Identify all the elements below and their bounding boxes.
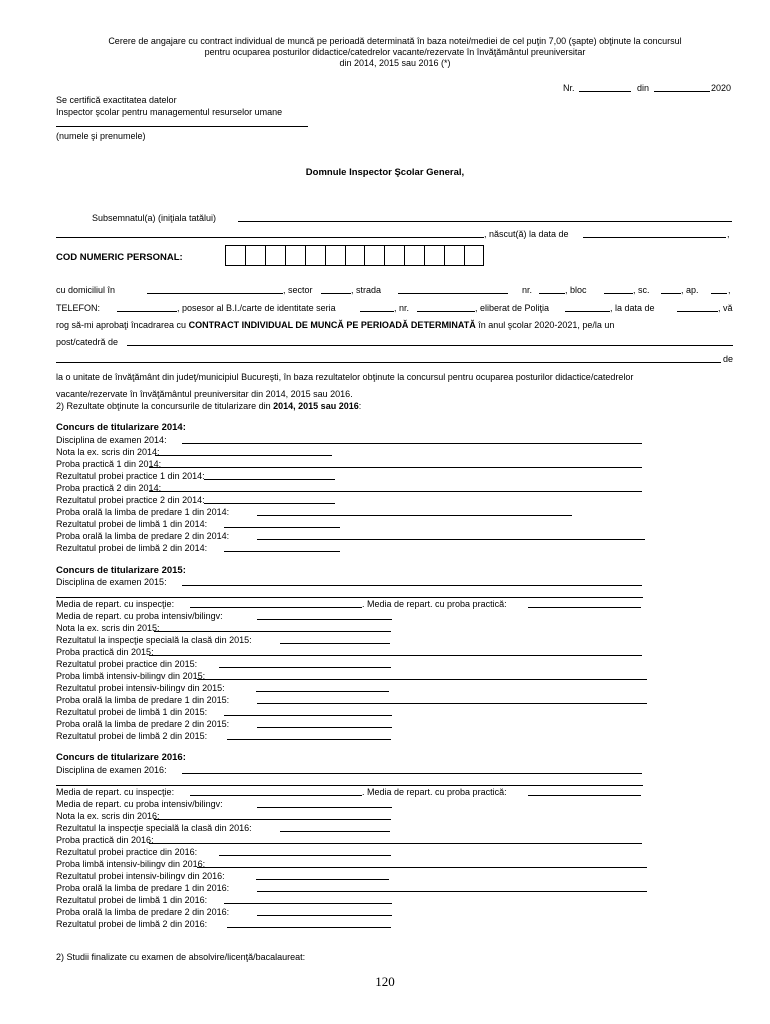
- results-heading-prefix: 2) Rezultate obţinute la concursurile de titularizare din: [56, 401, 271, 411]
- field-label-2016: Rezultatul probei de limbă 2 din 2016:: [56, 919, 208, 929]
- field-input-2016[interactable]: [256, 871, 389, 880]
- subsemnatul-label: Subsemnatul(a) (iniţiala tatălui): [92, 213, 217, 223]
- disciplina-2015-field-2[interactable]: [56, 589, 643, 598]
- politia-field[interactable]: [565, 303, 610, 312]
- field-label-2014: Proba practică 2 din 2014:: [56, 483, 162, 493]
- vacante-text: vacante/rezervate în învăţământul preuniversitar din 2014, 2015 sau 2016.: [56, 389, 353, 399]
- disciplina-2016-field-2[interactable]: [56, 777, 643, 786]
- date-field[interactable]: [654, 83, 710, 92]
- applicant-name-field[interactable]: [238, 213, 732, 222]
- disciplina-2016-label: Disciplina de examen 2016:: [56, 765, 167, 775]
- id-nr-label: , nr.: [394, 303, 410, 313]
- year: 2020: [711, 83, 732, 93]
- field-input-2015[interactable]: [149, 647, 642, 656]
- comma: ,: [727, 229, 730, 239]
- media-practica-2015-label: . Media de repart. cu proba practică:: [362, 599, 507, 609]
- applicant-name-field-2[interactable]: [56, 229, 484, 238]
- results-heading-suffix: :: [358, 401, 362, 411]
- eliberat-label: , eliberat de Poliţia: [475, 303, 550, 313]
- field-label-2014: Nota la ex. scris din 2014:: [56, 447, 160, 457]
- field-input-2016[interactable]: [219, 847, 391, 856]
- posesor-label: , posesor al B.I./carte de identitate seria: [177, 303, 336, 313]
- sector-label: , sector: [283, 285, 313, 295]
- media-inspectie-2015-label: Media de repart. cu inspecţie:: [56, 599, 175, 609]
- field-label-2014: Rezultatul probei practice 1 din 2014:: [56, 471, 205, 481]
- field-label-2016: Rezultatul probei de limbă 1 din 2016:: [56, 895, 208, 905]
- nr-address-field[interactable]: [539, 285, 565, 294]
- cnp-input[interactable]: [225, 245, 484, 266]
- din-label: din: [637, 83, 650, 93]
- field-label-2016: Proba orală la limba de predare 2 din 2016:: [56, 907, 230, 917]
- strada-label: , strada: [351, 285, 382, 295]
- field-input-2014[interactable]: [257, 507, 572, 516]
- bloc-label: , bloc: [565, 285, 587, 295]
- field-label-2015: Media de repart. cu proba intensiv/bilingv:: [56, 611, 223, 621]
- media-inspectie-2016-field[interactable]: [190, 787, 362, 796]
- contract-type: CONTRACT INDIVIDUAL DE MUNCĂ PE PERIOADĂ DETERMINATĂ: [188, 320, 476, 330]
- field-input-2015[interactable]: [257, 611, 392, 620]
- strada-field[interactable]: [398, 285, 508, 294]
- cnp-cell-divider: [424, 245, 425, 266]
- section-2014-title: Concurs de titularizare 2014:: [56, 422, 186, 433]
- field-label-2016: Rezultatul la inspecţie specială la clasă din 2016:: [56, 823, 252, 833]
- ap-label: , ap.: [681, 285, 699, 295]
- field-input-2016[interactable]: [197, 859, 647, 868]
- certify-line-1: Se certifică exactitatea datelor: [56, 95, 177, 105]
- field-input-2016[interactable]: [227, 919, 391, 928]
- nascut-label: , născut(ă) la data de: [484, 229, 569, 239]
- field-label-2015: Proba practică din 2015:: [56, 647, 154, 657]
- field-input-2014[interactable]: [149, 483, 642, 492]
- field-input-2015[interactable]: [256, 683, 389, 692]
- post-field[interactable]: [127, 337, 733, 346]
- field-label-2014: Rezultatul probei de limbă 1 din 2014:: [56, 519, 208, 529]
- title-line-2: pentru ocuparea posturilor didactice/catedrelor vacante/rezervate în învăţământul preuniversitar: [204, 46, 586, 57]
- inspector-name-field[interactable]: [56, 118, 308, 127]
- id-nr-field[interactable]: [417, 303, 475, 312]
- field-input-2014[interactable]: [257, 531, 645, 540]
- field-label-2015: Rezultatul la inspecţie specială la clasă din 2015:: [56, 635, 252, 645]
- field-label-2015: Rezultatul probei intensiv-bilingv din 2015:: [56, 683, 225, 693]
- cnp-cell-divider: [245, 245, 246, 266]
- field-input-2016[interactable]: [154, 811, 391, 820]
- va-label: , vă: [718, 303, 733, 313]
- cnp-cell-divider: [325, 245, 326, 266]
- field-input-2015[interactable]: [280, 635, 390, 644]
- cnp-cell-divider: [364, 245, 365, 266]
- field-label-2016: Rezultatul probei practice din 2016:: [56, 847, 198, 857]
- issue-date-field[interactable]: [677, 303, 718, 312]
- cnp-cell-divider: [285, 245, 286, 266]
- comma: ,: [728, 285, 731, 295]
- media-inspectie-2016-label: Media de repart. cu inspecţie:: [56, 787, 175, 797]
- field-input-2014[interactable]: [155, 447, 332, 456]
- field-label-2014: Rezultatul probei de limbă 2 din 2014:: [56, 543, 208, 553]
- section-2015-title: Concurs de titularizare 2015:: [56, 565, 186, 576]
- field-input-2014[interactable]: [149, 459, 642, 468]
- unitate-text: la o unitate de învăţământ din judeţ/municipiul Bucureşti, în baza rezultatelor obţinute la concursul pentru ocuparea posturilor didactice/catedrelor: [56, 372, 634, 382]
- media-practica-2016-label: . Media de repart. cu proba practică:: [362, 787, 507, 797]
- nr-label: Nr.: [563, 83, 575, 93]
- results-heading: [56, 401, 361, 412]
- field-input-2014[interactable]: [224, 519, 340, 528]
- field-input-2016[interactable]: [257, 907, 392, 916]
- field-input-2015[interactable]: [257, 695, 647, 704]
- cnp-label: COD NUMERIC PERSONAL:: [56, 252, 183, 263]
- disciplina-2015-field[interactable]: [182, 577, 642, 586]
- field-input-2016[interactable]: [280, 823, 390, 832]
- nr-address-label: nr.: [522, 285, 533, 295]
- request-line: [56, 320, 614, 331]
- cnp-cell-divider: [265, 245, 266, 266]
- field-label-2014: Disciplina de examen 2014:: [56, 435, 167, 445]
- field-input-2015[interactable]: [224, 707, 392, 716]
- birth-date-field[interactable]: [583, 229, 726, 238]
- cnp-cell-divider: [444, 245, 445, 266]
- de-label: de: [723, 354, 734, 364]
- field-label-2016: Nota la ex. scris din 2016:: [56, 811, 160, 821]
- cnp-cell-divider: [345, 245, 346, 266]
- field-label-2015: Rezultatul probei de limbă 1 din 2015:: [56, 707, 208, 717]
- field-input-2016[interactable]: [224, 895, 392, 904]
- field-label-2016: Proba limbă intensiv-bilingv din 2016:: [56, 859, 206, 869]
- field-label-2015: Proba orală la limba de predare 2 din 2015:: [56, 719, 230, 729]
- field-label-2016: Proba practică din 2016:: [56, 835, 154, 845]
- field-input-2014[interactable]: [224, 543, 340, 552]
- field-input-2015[interactable]: [154, 623, 391, 632]
- field-label-2015: Proba limbă intensiv-bilingv din 2015:: [56, 671, 206, 681]
- field-input-2015[interactable]: [197, 671, 647, 680]
- field-input-2016[interactable]: [257, 799, 392, 808]
- field-label-2014: Proba orală la limba de predare 1 din 2014:: [56, 507, 230, 517]
- title-line-1: Cerere de angajare cu contract individual de muncă pe perioadă determinată în baza notei/mediei de cel puţin 7,00 (şapte) obţinute la concursul: [108, 36, 682, 46]
- field-label-2016: Rezultatul probei intensiv-bilingv din 2016:: [56, 871, 225, 881]
- scara-label: , sc.: [633, 285, 650, 295]
- domiciliu-label: cu domiciliul în: [56, 285, 116, 295]
- field-input-2014[interactable]: [204, 471, 335, 480]
- sector-field[interactable]: [321, 285, 351, 294]
- cnp-cell-divider: [384, 245, 385, 266]
- field-input-2015[interactable]: [219, 659, 391, 668]
- domiciliu-field[interactable]: [147, 285, 283, 294]
- field-input-2016[interactable]: [257, 883, 647, 892]
- request-suffix: în anul şcolar 2020-2021, pe/la un: [478, 320, 615, 330]
- scara-field[interactable]: [661, 285, 681, 294]
- disciplina-2016-field[interactable]: [182, 765, 642, 774]
- telefon-label: TELEFON:: [56, 303, 101, 313]
- serie-field[interactable]: [360, 303, 394, 312]
- cnp-cell-divider: [464, 245, 465, 266]
- ap-field[interactable]: [711, 285, 727, 294]
- field-label-2014: Proba practică 1 din 2014:: [56, 459, 162, 469]
- telefon-field[interactable]: [117, 303, 177, 312]
- field-label-2014: Rezultatul probei practice 2 din 2014:: [56, 495, 205, 505]
- form-title: [50, 36, 740, 68]
- media-inspectie-2015-field[interactable]: [190, 599, 362, 608]
- disciplina-2015-label: Disciplina de examen 2015:: [56, 577, 167, 587]
- addressee: Domnule Inspector Şcolar General,: [305, 167, 465, 178]
- field-input-2014[interactable]: [182, 435, 642, 444]
- post-label: post/catedră de: [56, 337, 119, 347]
- name-caption: (numele şi prenumele): [56, 131, 146, 141]
- cnp-cell-divider: [305, 245, 306, 266]
- nr-field[interactable]: [579, 83, 631, 92]
- bloc-field[interactable]: [604, 285, 633, 294]
- field-label-2015: Nota la ex. scris din 2015:: [56, 623, 160, 633]
- issue-date-label: , la data de: [610, 303, 655, 313]
- field-label-2015: Proba orală la limba de predare 1 din 2015:: [56, 695, 230, 705]
- section-2016-title: Concurs de titularizare 2016:: [56, 752, 186, 763]
- field-input-2015[interactable]: [227, 731, 391, 740]
- post-field-2[interactable]: [56, 354, 721, 363]
- title-line-3: din 2014, 2015 sau 2016 (*): [339, 57, 451, 68]
- field-input-2014[interactable]: [204, 495, 335, 504]
- field-input-2015[interactable]: [257, 719, 392, 728]
- media-practica-2015-field[interactable]: [528, 599, 641, 608]
- request-prefix: rog să-mi aprobaţi încadrarea cu: [56, 320, 187, 330]
- cnp-cell-divider: [404, 245, 405, 266]
- field-label-2016: Proba orală la limba de predare 1 din 2016:: [56, 883, 230, 893]
- page-number: 120: [375, 974, 395, 989]
- results-heading-years: 2014, 2015 sau 2016: [273, 401, 359, 411]
- studii-heading: 2) Studii finalizate cu examen de absolvire/licenţă/bacalaureat:: [56, 952, 306, 962]
- media-practica-2016-field[interactable]: [528, 787, 641, 796]
- field-label-2016: Media de repart. cu proba intensiv/bilingv:: [56, 799, 223, 809]
- field-label-2015: Rezultatul probei practice din 2015:: [56, 659, 198, 669]
- field-label-2015: Rezultatul probei de limbă 2 din 2015:: [56, 731, 208, 741]
- certify-line-2: Inspector şcolar pentru managementul resurselor umane: [56, 107, 283, 117]
- field-label-2014: Proba orală la limba de predare 2 din 2014:: [56, 531, 230, 541]
- field-input-2016[interactable]: [149, 835, 642, 844]
